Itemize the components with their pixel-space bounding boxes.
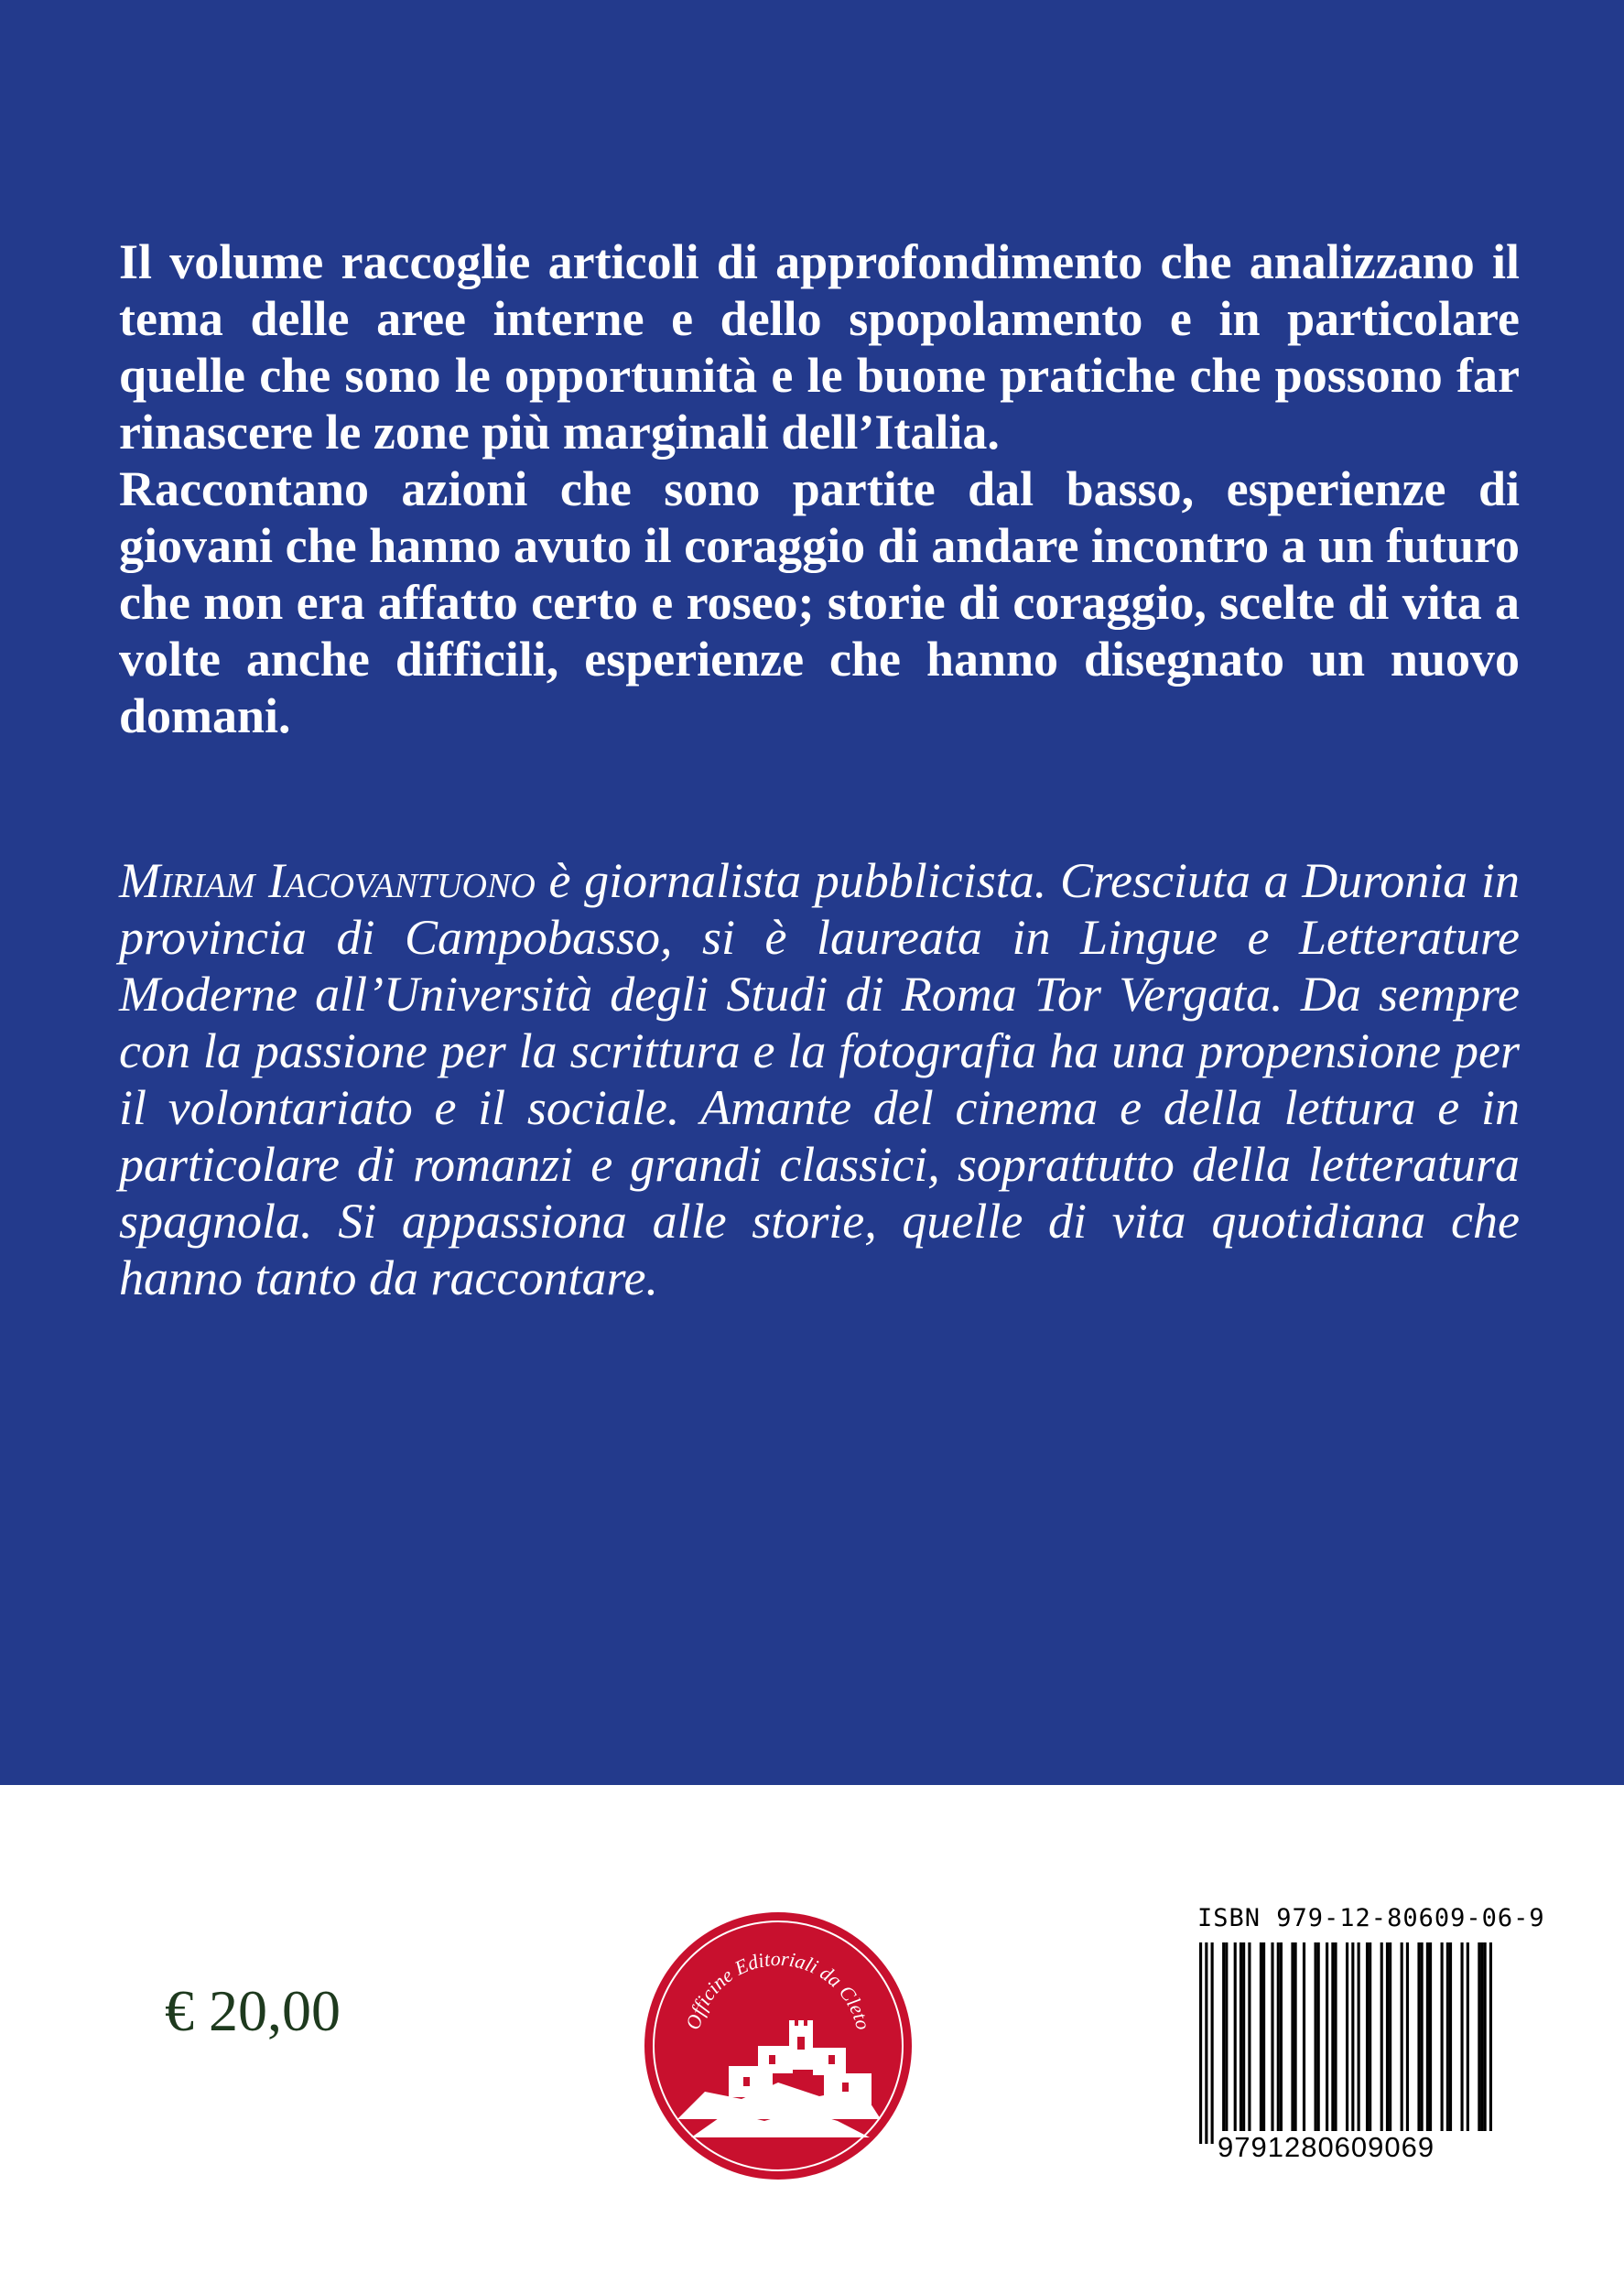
- barcode-bar: [1460, 1942, 1463, 2144]
- barcode-bar: [1331, 1942, 1334, 2144]
- barcode-bar: [1314, 1942, 1316, 2144]
- barcode-bar: [1326, 1942, 1328, 2144]
- barcode-bar: [1271, 1942, 1273, 2144]
- barcode-bar: [1294, 1942, 1297, 2144]
- isbn-label: ISBN 979-12-80609-06-9: [1197, 1904, 1545, 1932]
- barcode-bar: [1351, 1942, 1354, 2144]
- barcode-bar: [1369, 1942, 1371, 2144]
- barcode-bar: [1225, 1942, 1228, 2144]
- isbn-barcode: [1190, 1904, 1545, 2169]
- barcode-bar: [1248, 1942, 1250, 2144]
- barcode-bar: [1386, 1942, 1389, 2144]
- barcode-bar: [1406, 1942, 1409, 2144]
- price-label: € 20,00: [165, 1978, 341, 2043]
- description-line-2: Raccontano azioni che sono partite dal basso, esperienze di giovani che hanno avuto il coraggio di andare incontro a un futuro che non era affatto certo e roseo; storie di coraggio, scelte di vita a volte anche difficili, esperienze che hanno disegnato un nuovo domani.: [119, 461, 1520, 743]
- barcode-bar: [1262, 1942, 1265, 2144]
- barcode-bars: [1190, 1942, 1501, 2153]
- barcode-bar: [1446, 1942, 1449, 2144]
- barcode-bar: [1334, 1942, 1337, 2144]
- back-cover-text: [119, 233, 1520, 1306]
- barcode-bar: [1205, 1942, 1207, 2144]
- publisher-logo-text: Officine Editoriali da Cleto: [680, 1946, 875, 2032]
- barcode-bar: [1222, 1942, 1225, 2144]
- barcode-bar: [1480, 1942, 1483, 2144]
- barcode-bar: [1489, 1942, 1492, 2144]
- isbn-digits: 9791280609069: [1218, 2131, 1492, 2164]
- barcode-bar: [1429, 1942, 1432, 2144]
- barcode-bar: [1242, 1942, 1245, 2144]
- barcode-bar: [1280, 1942, 1283, 2144]
- barcode-bar: [1303, 1942, 1305, 2144]
- barcode-bar: [1234, 1942, 1237, 2144]
- barcode-bar: [1211, 1942, 1214, 2144]
- description-line-1: Il volume raccoglie articoli di approfondimento che analizzano il tema delle aree interne e dello spopolamento e in particolare quelle che sono le opportunità e le buone pratiche che possono far rinascere le zone più marginali dell’Italia.: [119, 234, 1520, 460]
- barcode-bar: [1260, 1942, 1262, 2144]
- barcode-bar: [1484, 1942, 1487, 2144]
- barcode-bar: [1291, 1942, 1294, 2144]
- barcode-bar: [1199, 1942, 1202, 2144]
- barcode-bar: [1467, 1942, 1469, 2144]
- publisher-logo: [641, 1909, 915, 2183]
- barcode-bar: [1426, 1942, 1429, 2144]
- author-bio-text: è giornalista pubblicista. Cresciuta a Duronia in provincia di Campobasso, si è laureata in Lingue e Letterature Moderne all’Università degli Studi di Roma Tor Vergata. Da sempre con la passione per la scrittura e la fotografia ha una propensione per il volontariato e il sociale. Amante del cinema e della lettura e in particolare di romanzi e grandi classici, soprattutto della letteratura spagnola. Si appassiona alle storie, quelle di vita quotidiana che hanno tanto da raccontare.: [119, 853, 1520, 1305]
- barcode-bar: [1478, 1942, 1480, 2144]
- barcode-bar: [1417, 1942, 1420, 2144]
- barcode-bar: [1346, 1942, 1348, 2144]
- barcode-bar: [1401, 1942, 1403, 2144]
- barcode-bar: [1358, 1942, 1360, 2144]
- barcode-bar: [1441, 1942, 1444, 2144]
- barcode-bar: [1366, 1942, 1369, 2144]
- author-name: Miriam Iacovantuono: [119, 853, 536, 908]
- barcode-bar: [1389, 1942, 1391, 2144]
- barcode-bar: [1449, 1942, 1452, 2144]
- author-bio: [119, 852, 1520, 1306]
- barcode-bar: [1317, 1942, 1320, 2144]
- description-paragraph: [119, 233, 1520, 744]
- barcode-bar: [1380, 1942, 1383, 2144]
- barcode-bar: [1240, 1942, 1242, 2144]
- barcode-bar: [1421, 1942, 1424, 2144]
- barcode-bar: [1277, 1942, 1280, 2144]
